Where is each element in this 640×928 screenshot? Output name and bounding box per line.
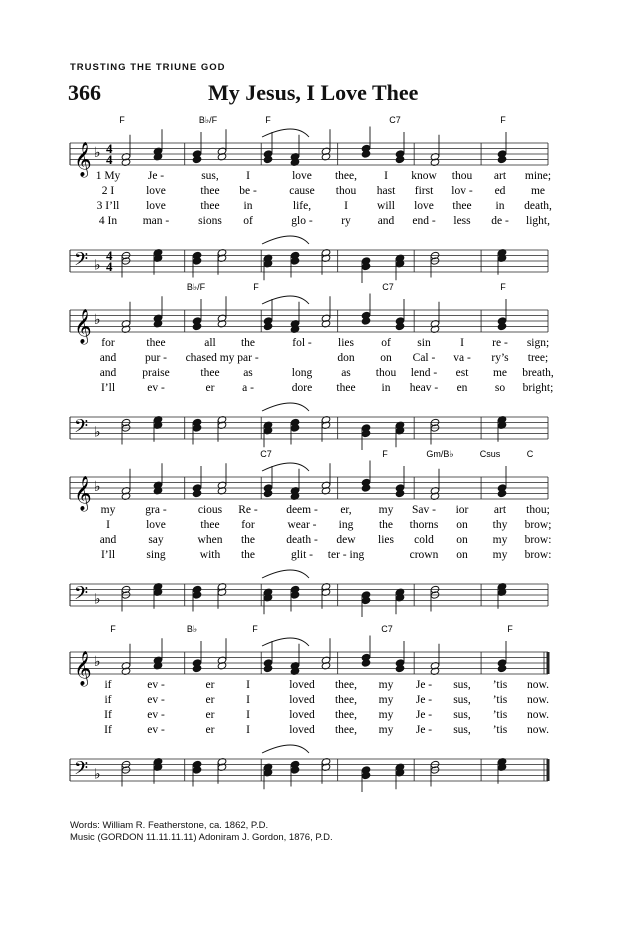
lyric-syllable: on <box>380 352 392 364</box>
lyric-syllable: ed <box>494 185 506 197</box>
lyric-syllable: thee, <box>334 679 358 691</box>
lyric-syllable: now. <box>527 724 549 736</box>
lyric-syllable: ry <box>341 215 351 227</box>
lyric-syllable: death, <box>524 200 552 212</box>
lyric-syllable: I’ll <box>100 382 116 394</box>
lyric-syllable: thorns <box>409 519 439 531</box>
lyric-syllable: thee <box>200 367 220 379</box>
lyric-syllable: ’tis <box>492 709 508 721</box>
slur <box>262 236 309 244</box>
lyric-syllable: thy <box>492 519 508 531</box>
lyric-syllable: in <box>381 382 391 394</box>
lyric-syllable: va - <box>453 352 471 364</box>
lyric-syllable: love <box>146 185 166 197</box>
lyric-syllable: ry’s <box>491 352 509 364</box>
lyric-syllable: so <box>494 382 506 394</box>
chord-symbol: F <box>500 282 506 292</box>
lyric-syllable: thou; <box>526 504 550 516</box>
lyric-syllable: Cal - <box>412 352 436 364</box>
chord-symbol: Csus <box>479 449 501 459</box>
lyric-syllable: my <box>378 694 394 706</box>
lyric-syllable: heav - <box>409 382 439 394</box>
lyric-syllable: as <box>243 367 253 379</box>
key-signature-flat: ♭ <box>94 653 101 670</box>
time-signature: 4 <box>106 141 113 156</box>
lyric-syllable: art <box>493 504 507 516</box>
slur <box>262 296 309 304</box>
lyric-syllable: me <box>492 367 508 379</box>
lyric-syllable: If <box>104 724 112 736</box>
lyric-syllable: If <box>104 709 112 721</box>
lyric-syllable: tree; <box>527 352 549 364</box>
lyric-syllable: thou <box>451 170 473 182</box>
lyric-syllable: Je - <box>147 170 165 182</box>
key-signature-flat: ♭ <box>94 311 101 328</box>
lyric-syllable: my <box>378 679 394 691</box>
lyric-syllable: my <box>378 504 394 516</box>
lyric-syllable: de - <box>491 215 509 227</box>
lyric-syllable: long <box>291 367 313 379</box>
lyric-syllable: when <box>197 534 223 546</box>
lyric-syllable: thee <box>146 337 166 349</box>
lyric-syllable: a - <box>242 382 254 394</box>
lyric-syllable: cause <box>289 185 315 197</box>
lyric-syllable: I <box>246 170 250 182</box>
hymn-number: 366 <box>68 80 101 105</box>
lyric-syllable: I <box>106 519 110 531</box>
lyric-syllable: glit - <box>290 549 314 561</box>
lyric-syllable: love <box>146 200 166 212</box>
lyric-syllable: er <box>205 724 215 736</box>
chord-symbol: C7 <box>381 624 393 634</box>
lyric-syllable: ior <box>455 504 469 516</box>
bass-clef: 𝄢 <box>74 416 89 442</box>
chord-symbol: C7 <box>382 282 394 292</box>
lyric-syllable: be - <box>239 185 257 197</box>
words-credit: Words: William R. Featherstone, ca. 1862, P.D. <box>70 820 269 831</box>
credits <box>70 820 333 844</box>
lyric-syllable: brow: <box>524 534 552 546</box>
lyric-syllable: know <box>411 170 437 182</box>
chord-symbol: F <box>507 624 513 634</box>
lyric-syllable: bright; <box>522 382 554 394</box>
time-signature: 4 <box>106 259 113 274</box>
chord-symbol: Gm/B♭ <box>426 449 454 459</box>
lyric-syllable: I <box>246 709 250 721</box>
time-signature: 4 <box>106 248 113 263</box>
lyric-syllable: my <box>100 504 116 516</box>
lyric-syllable: sign; <box>526 337 550 349</box>
lyric-syllable: of <box>243 215 253 227</box>
lyric-syllable: er <box>205 679 215 691</box>
lyric-syllable: say <box>148 534 164 546</box>
lyric-syllable: I <box>344 200 348 212</box>
lyric-syllable: man - <box>142 215 170 227</box>
lyric-syllable: I <box>246 679 250 691</box>
lyric-syllable: on <box>456 549 468 561</box>
lyric-syllable: thee, <box>334 709 358 721</box>
chord-symbol: F <box>253 282 259 292</box>
hymn-title: My Jesus, I Love Thee <box>208 80 419 105</box>
lyric-syllable: the <box>378 519 394 531</box>
lyric-syllable: ev - <box>147 679 165 691</box>
lyric-syllable: sus, <box>453 724 471 736</box>
lyric-syllable: sin <box>417 337 431 349</box>
slur <box>262 403 309 411</box>
lyric-syllable: pur - <box>144 352 168 364</box>
chord-symbol: F <box>500 115 506 125</box>
lyric-syllable: all <box>204 337 216 349</box>
lyric-syllable: art <box>493 170 507 182</box>
lyric-syllable: 2 I <box>101 185 115 197</box>
lyric-syllable: in <box>495 200 505 212</box>
lyric-syllable: Je - <box>415 679 433 691</box>
lyric-syllable: I <box>246 724 250 736</box>
lyric-syllable: cold <box>414 534 434 546</box>
lyric-syllable: loved <box>289 694 315 706</box>
bass-clef: 𝄢 <box>74 249 89 275</box>
lyric-syllable: Je - <box>415 709 433 721</box>
lyric-syllable: for <box>241 519 255 531</box>
lyric-syllable: ter - ing <box>327 549 365 561</box>
lyric-syllable: the <box>240 534 256 546</box>
lyric-syllable: lies <box>338 337 354 349</box>
chord-symbol: F <box>110 624 116 634</box>
lyric-syllable: thee <box>200 519 220 531</box>
lyric-syllable: on <box>456 534 468 546</box>
treble-clef: 𝄞 <box>74 142 92 177</box>
lyric-syllable: 3 I’ll <box>96 200 120 212</box>
bass-clef: 𝄢 <box>74 758 89 784</box>
lyric-syllable: don <box>337 352 355 364</box>
lyric-syllable: for <box>101 337 115 349</box>
lyric-syllable: Je - <box>415 724 433 736</box>
lyric-syllable: ev - <box>147 724 165 736</box>
lyric-syllable: and <box>99 367 117 379</box>
lyric-syllable: brow; <box>524 519 552 531</box>
lyric-syllable: now. <box>527 679 549 691</box>
lyric-syllable: sus, <box>453 709 471 721</box>
lyric-syllable: Sav - <box>412 504 436 516</box>
lyric-syllable: love <box>292 170 312 182</box>
lyric-syllable: brow: <box>524 549 552 561</box>
lyric-syllable: wear - <box>287 519 317 531</box>
section-title: TRUSTING THE TRIUNE GOD <box>70 62 226 73</box>
lyric-syllable: light, <box>526 215 550 227</box>
lyric-syllable: ’tis <box>492 679 508 691</box>
lyric-syllable: and <box>99 534 117 546</box>
lyric-syllable: of <box>381 337 391 349</box>
lyric-syllable: Re - <box>238 504 258 516</box>
chord-symbol: B♭/F <box>198 115 218 125</box>
time-signature: 4 <box>106 152 113 167</box>
chord-symbol: F <box>265 115 271 125</box>
lyric-syllable: thee, <box>334 170 358 182</box>
lyric-syllable: death - <box>286 534 318 546</box>
lyric-syllable: and <box>377 215 395 227</box>
chord-symbol: F <box>119 115 125 125</box>
lyric-syllable: glo - <box>291 215 313 227</box>
lyric-syllable: I <box>384 170 388 182</box>
lyric-syllable: loved <box>289 724 315 736</box>
lyric-syllable: the <box>240 549 256 561</box>
lyric-syllable: I <box>246 694 250 706</box>
lyric-syllable: first <box>414 185 434 197</box>
lyric-syllable: dew <box>336 534 356 546</box>
lyric-syllable: as <box>341 367 351 379</box>
lyric-syllable: end - <box>412 215 436 227</box>
lyric-syllable: sus, <box>453 679 471 691</box>
lyric-syllable: life, <box>292 200 312 212</box>
lyric-syllable: thou <box>335 185 357 197</box>
lyric-syllable: sus, <box>201 170 219 182</box>
lyric-syllable: re - <box>492 337 508 349</box>
lyric-syllable: 1 My <box>95 170 121 182</box>
lyric-syllable: in <box>243 200 253 212</box>
lyric-syllable: cious <box>197 504 223 516</box>
lyric-syllable: gra - <box>145 504 167 516</box>
lyric-syllable: loved <box>289 709 315 721</box>
lyric-syllable: now. <box>527 709 549 721</box>
lyric-syllable: en <box>456 382 468 394</box>
lyric-syllable: sions <box>198 215 222 227</box>
lyric-syllable: me <box>530 185 546 197</box>
lyric-syllable: ev - <box>147 709 165 721</box>
chord-symbol: B♭ <box>186 624 198 634</box>
lyric-syllable: ing <box>338 519 354 531</box>
lyric-syllable: thee <box>200 200 220 212</box>
chord-symbol: F <box>382 449 388 459</box>
lyric-syllable: lend - <box>410 367 438 379</box>
lyric-syllable: and <box>99 352 117 364</box>
lyric-syllable: fol - <box>292 337 312 349</box>
lyric-syllable: I’ll <box>100 549 116 561</box>
lyric-syllable: my <box>378 709 394 721</box>
lyric-syllable: lies <box>378 534 394 546</box>
slur <box>262 570 309 578</box>
lyric-syllable: est <box>455 367 469 379</box>
lyric-syllable: if <box>104 694 112 706</box>
lyric-syllable: ’tis <box>492 694 508 706</box>
lyric-syllable: ’tis <box>492 724 508 736</box>
lyric-syllable: thee, <box>334 694 358 706</box>
lyric-syllable: less <box>453 215 471 227</box>
lyric-syllable: er <box>205 709 215 721</box>
key-signature-flat: ♭ <box>94 424 101 441</box>
lyric-syllable: ev - <box>147 382 165 394</box>
lyric-syllable: 4 In <box>98 215 118 227</box>
lyric-syllable: praise <box>142 367 170 379</box>
lyric-syllable: love <box>414 200 434 212</box>
key-signature-flat: ♭ <box>94 591 101 608</box>
lyric-syllable: loved <box>289 679 315 691</box>
lyric-syllable: er, <box>340 504 352 516</box>
lyric-syllable: the <box>240 337 256 349</box>
lyric-syllable: my <box>378 724 394 736</box>
treble-clef: 𝄞 <box>74 309 92 344</box>
key-signature-flat: ♭ <box>94 257 101 274</box>
slur <box>262 463 309 471</box>
lyric-syllable: if <box>104 679 112 691</box>
lyric-syllable: breath, <box>522 367 554 379</box>
key-signature-flat: ♭ <box>94 144 101 161</box>
bass-clef: 𝄢 <box>74 583 89 609</box>
lyric-syllable: thee, <box>334 724 358 736</box>
chord-symbol: B♭/F <box>186 282 206 292</box>
lyric-syllable: with <box>199 549 221 561</box>
lyric-syllable: chased my <box>185 352 235 364</box>
lyric-syllable: hast <box>376 185 396 197</box>
lyric-syllable: dore <box>291 382 313 394</box>
slur <box>262 129 309 137</box>
slur <box>262 745 309 753</box>
lyric-syllable: now. <box>527 694 549 706</box>
lyric-syllable: my <box>492 534 508 546</box>
lyric-syllable: deem - <box>286 504 318 516</box>
lyric-syllable: par - <box>237 352 259 364</box>
key-signature-flat: ♭ <box>94 766 101 783</box>
lyric-syllable: thou <box>375 367 397 379</box>
lyric-syllable: mine; <box>524 170 552 182</box>
lyric-syllable: thee <box>336 382 356 394</box>
lyric-syllable: Je - <box>415 694 433 706</box>
chord-symbol: C7 <box>389 115 401 125</box>
treble-clef: 𝄞 <box>74 651 92 686</box>
lyric-syllable: lov - <box>451 185 473 197</box>
lyric-syllable: crown <box>409 549 439 561</box>
chord-symbol: C <box>526 449 534 459</box>
treble-clef: 𝄞 <box>74 476 92 511</box>
lyric-syllable: sing <box>146 549 166 561</box>
lyric-syllable: er <box>205 694 215 706</box>
lyric-syllable: thee <box>452 200 472 212</box>
lyric-syllable: my <box>492 549 508 561</box>
lyric-syllable: sus, <box>453 694 471 706</box>
lyric-syllable: ev - <box>147 694 165 706</box>
lyric-syllable: love <box>146 519 166 531</box>
chord-symbol: F <box>252 624 258 634</box>
lyric-syllable: on <box>456 519 468 531</box>
chord-symbol: C7 <box>260 449 272 459</box>
lyric-syllable: will <box>377 200 395 212</box>
key-signature-flat: ♭ <box>94 478 101 495</box>
lyric-syllable: I <box>460 337 464 349</box>
lyric-syllable: thee <box>200 185 220 197</box>
music-credit: Music (GORDON 11.11.11.11) Adoniram J. Gordon, 1876, P.D. <box>70 832 333 843</box>
slur <box>262 638 309 646</box>
lyric-syllable: er <box>205 382 215 394</box>
